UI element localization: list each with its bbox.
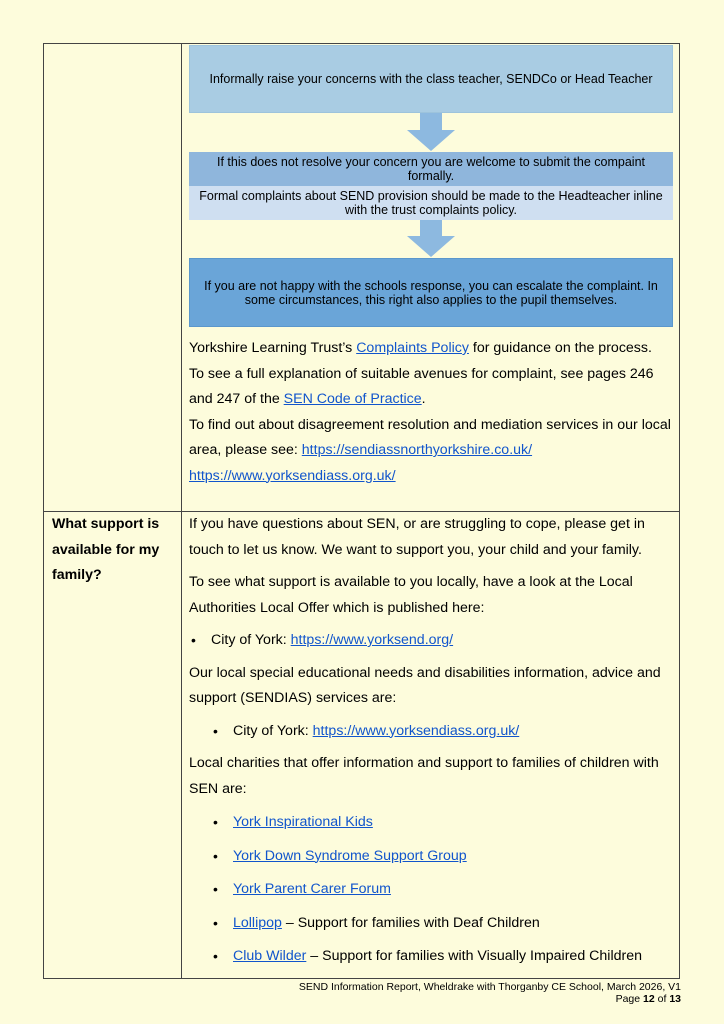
local-offer-text: To see what support is available to you locally, have a look at the Local Authorities Local Offer which is published here: bbox=[189, 574, 633, 616]
page-label: Page bbox=[615, 993, 644, 1005]
charity-link[interactable]: York Parent Carer Forum bbox=[233, 881, 391, 897]
sendias-label: City of York: bbox=[233, 722, 313, 739]
mediation-text: To find out about disagreement resolution and mediation services in our local area, please see: bbox=[189, 416, 671, 458]
list-item bbox=[189, 628, 675, 654]
complaints-policy-line bbox=[189, 336, 675, 362]
complaints-policy-text: Yorkshire Learning Trust’s bbox=[189, 340, 357, 356]
sen-code-of-practice-link[interactable]: SEN Code of Practice bbox=[283, 391, 422, 407]
yorksendiass-link[interactable]: https://www.yorksendiass.org.uk/ bbox=[189, 467, 396, 484]
bullet-icon: • bbox=[213, 814, 218, 830]
code-of-practice-text: To see a full explanation of suitable avenues for complaint, see pages 246 and 247 of the bbox=[189, 365, 654, 407]
charity-link[interactable]: York Inspirational Kids bbox=[233, 814, 373, 830]
support-section bbox=[189, 512, 675, 970]
sendias-text: Our local special educational needs and disabilities information, advice and support (SENDIAS) services are: bbox=[189, 664, 661, 706]
list-item bbox=[189, 810, 675, 836]
list-item bbox=[189, 911, 675, 937]
support-question: What support is available for my family? bbox=[52, 516, 160, 583]
arrow-down-icon bbox=[406, 113, 456, 152]
flow-step-formal bbox=[189, 152, 673, 186]
bullet-icon: • bbox=[213, 722, 218, 739]
page-current: 12 bbox=[643, 993, 655, 1005]
bullet-icon: • bbox=[213, 948, 218, 964]
flow-step-informal bbox=[189, 45, 673, 113]
footer-page-number bbox=[299, 993, 681, 1005]
flow-step-formal-text: If this does not resolve your concern you are welcome to submit the compaint formally. bbox=[217, 155, 645, 183]
list-item bbox=[189, 877, 675, 903]
charity-link[interactable]: Lollipop bbox=[233, 914, 282, 931]
charity-description: – Support for families with Visually Impaired Children bbox=[306, 948, 642, 964]
support-intro: If you have questions about SEN, or are struggling to cope, please get in touch to let us know. We want to support you, your child and your family. bbox=[189, 516, 645, 558]
flow-step-headteacher-text: Formal complaints about SEND provision should be made to the Headteacher inline with the trust complaints policy. bbox=[199, 189, 663, 217]
charity-description: – Support for families with Deaf Children bbox=[281, 914, 540, 931]
flow-step-headteacher bbox=[189, 186, 673, 220]
complaints-section bbox=[189, 336, 675, 489]
list-item bbox=[189, 719, 675, 745]
mediation-line bbox=[189, 413, 675, 464]
charities-text: Local charities that offer information and support to families of children with SEN are: bbox=[189, 755, 659, 797]
flow-step-informal-text: Informally raise your concerns with the class teacher, SENDCo or Head Teacher bbox=[209, 72, 653, 86]
code-of-practice-text-end: . bbox=[421, 391, 426, 407]
list-item bbox=[189, 944, 675, 970]
bullet-icon: • bbox=[213, 914, 218, 931]
yorksendiass-line bbox=[189, 464, 675, 490]
flow-step-escalate-text: If you are not happy with the schools response, you can escalate the complaint. In some circumstances, this right also applies to the pupil themselves. bbox=[204, 278, 658, 307]
list-item bbox=[189, 844, 675, 870]
page-total: 13 bbox=[669, 993, 681, 1005]
sendiass-north-yorkshire-link[interactable]: https://sendiassnorthyorkshire.co.uk/ bbox=[301, 442, 533, 458]
bullet-icon: • bbox=[213, 881, 218, 897]
local-offer-label: City of York: bbox=[211, 632, 291, 648]
complaints-policy-text-end: for guidance on the process. bbox=[468, 340, 652, 356]
charity-link[interactable]: Club Wilder bbox=[233, 948, 307, 964]
flow-step-escalate bbox=[189, 258, 673, 327]
page-of: of bbox=[654, 993, 670, 1005]
footer-document-info: SEND Information Report, Wheldrake with Thorganby CE School, March 2026, V1 bbox=[298, 981, 681, 993]
bullet-icon: • bbox=[213, 847, 218, 864]
code-of-practice-line bbox=[189, 362, 675, 413]
sendias-york-link[interactable]: https://www.yorksendiass.org.uk/ bbox=[312, 722, 520, 739]
charity-link[interactable]: York Down Syndrome Support Group bbox=[233, 847, 467, 864]
page-footer bbox=[299, 981, 681, 1005]
complaints-policy-link[interactable]: Complaints Policy bbox=[356, 340, 469, 356]
bullet-icon: • bbox=[191, 632, 196, 648]
arrow-down-icon bbox=[406, 220, 456, 258]
info-table bbox=[43, 43, 680, 979]
yorksend-link[interactable]: https://www.yorksend.org/ bbox=[290, 632, 454, 648]
